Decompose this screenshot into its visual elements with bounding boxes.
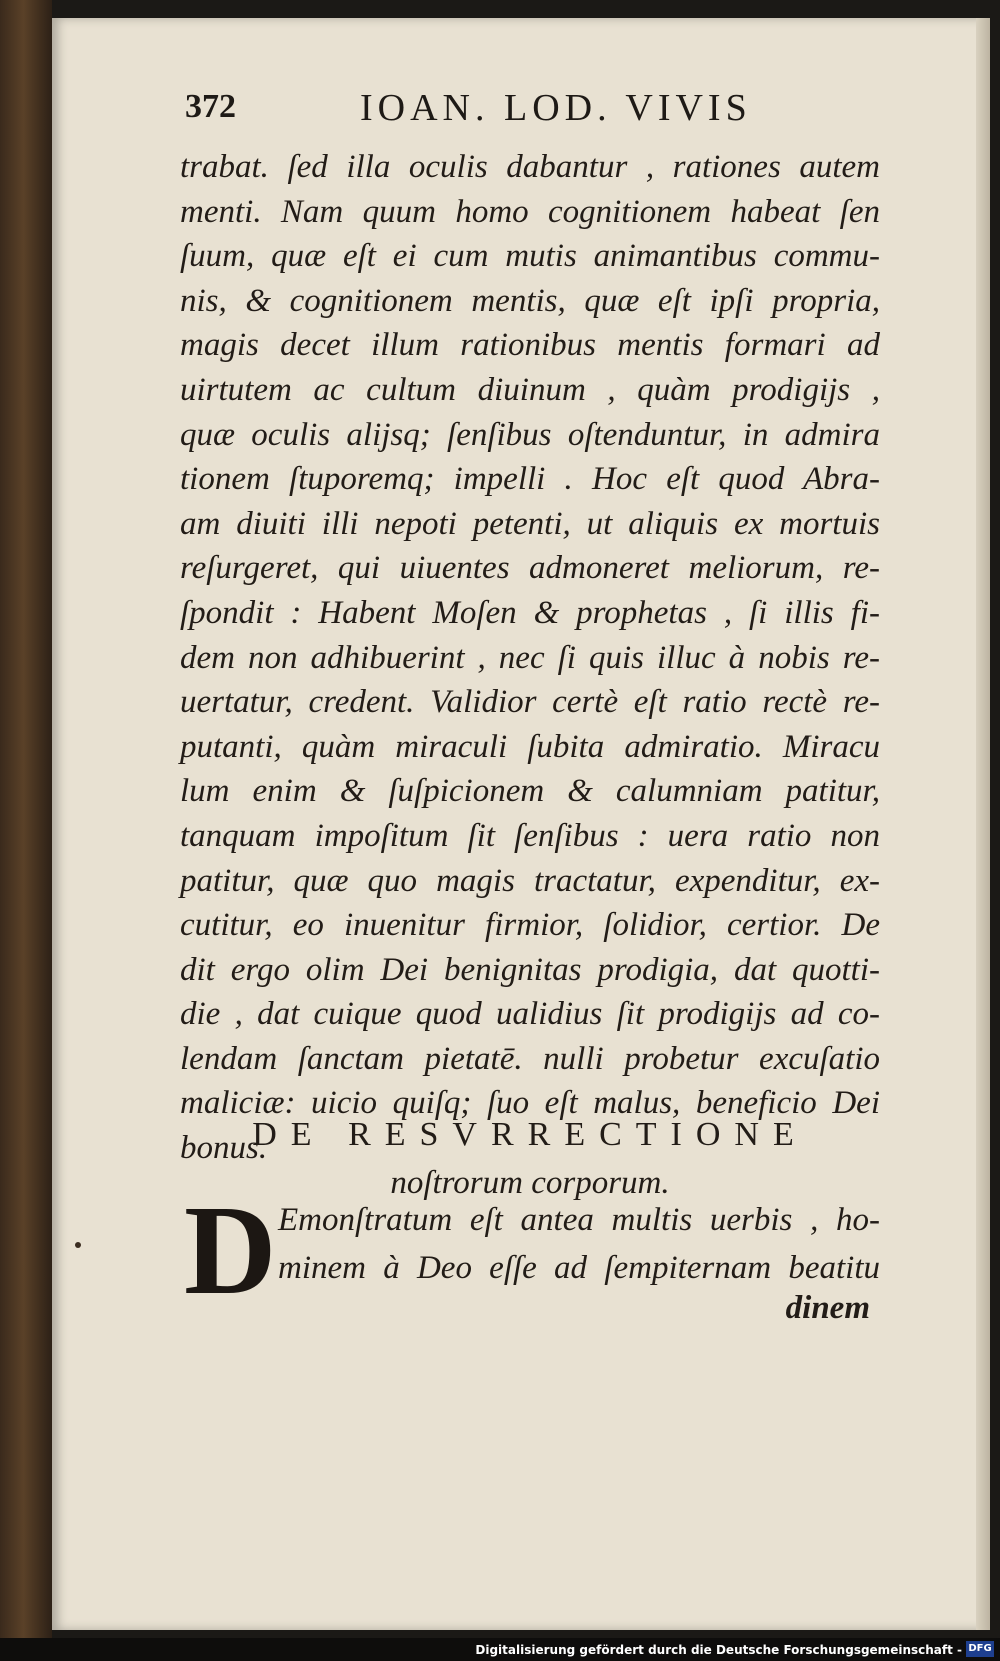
section-heading-title: DE RESVRRECTIONE [252,1116,808,1153]
page-edge [976,18,990,1630]
text-line: uertatur, credent. Validior certè eſt ratio rectè re- [180,684,880,721]
book-spine [0,0,52,1638]
running-head [185,88,805,140]
text-line: quæ oculis alijsq; ſenſibus oſtenduntur, in admira [180,416,880,453]
ink-dot [75,1242,81,1248]
running-head-title: IOAN. LOD. VIVIS [360,87,752,129]
text-line: ſuum, quæ eſt ei cum mutis animantibus commu- [180,238,880,275]
text-line: maliciæ: uicio quiſq; ſuo eſt malus, beneficio Dei [180,1085,880,1122]
text-line: reſurgeret, qui uiuentes admoneret meliorum, re- [180,550,880,587]
text-line: bonus. [180,1130,268,1167]
digitization-credit: Digitalisierung gefördert durch die Deutsche Forschungsgemeinschaft - [475,1643,962,1657]
text-line: Emonſtratum eſt antea multis uerbis , ho- [278,1202,880,1238]
text-line: menti. Nam quum homo cognitionem habeat ſen [180,193,880,230]
text-line: die , dat cuique quod ualidius ſit prodigijs ad co- [180,996,880,1033]
text-line: uirtutem ac cultum diuinum , quàm prodigijs , [180,371,880,408]
page-number: 372 [185,88,236,125]
text-line: cutitur, eo inuenitur firmior, ſolidior, certior. De [180,907,880,944]
text-line: nis, & cognitionem mentis, quæ eſt ipſi propria, [180,282,880,319]
text-line: tanquam impoſitum ſit ſenſibus : uera ratio non [180,817,880,854]
body-text [180,145,880,1171]
text-line: dit ergo olim Dei benignitas prodigia, dat quotti- [180,951,880,988]
text-line: patitur, quæ quo magis tractatur, expenditur, ex- [180,862,880,899]
text-line: tionem ſtuporemq; impelli . Hoc eſt quod Abra- [180,461,880,498]
catchword: dinem [785,1290,870,1326]
text-line: lum enim & ſuſpicionem & calumniam patitur, [180,773,880,810]
text-line: lendam ſanctam pietatē. nulli probetur excuſatio [180,1040,880,1077]
text-line: putanti, quàm miraculi ſubita admiratio. Miracu [180,728,880,765]
text-line: dem non adhibuerint , nec ſi quis illuc à nobis re- [180,639,880,676]
section-heading [180,1112,880,1206]
dfg-logo: DFG [966,1641,994,1657]
paragraph-two [278,1196,880,1292]
text-line: am diuiti illi nepoti petenti, ut aliquis ex mortuis [180,505,880,542]
section-heading-subtitle: noſtrorum corporum. [390,1165,670,1201]
text-line: ſpondit : Habent Moſen & prophetas , ſi illis fi- [180,594,880,631]
text-line: trabat. ſed illa oculis dabantur , rationes autem [180,149,880,185]
text-line: minem à Deo eſſe ad ſempiternam beatitu [278,1250,880,1286]
drop-cap-initial: D [184,1179,277,1321]
text-line: magis decet illum rationibus mentis formari ad [180,327,880,364]
